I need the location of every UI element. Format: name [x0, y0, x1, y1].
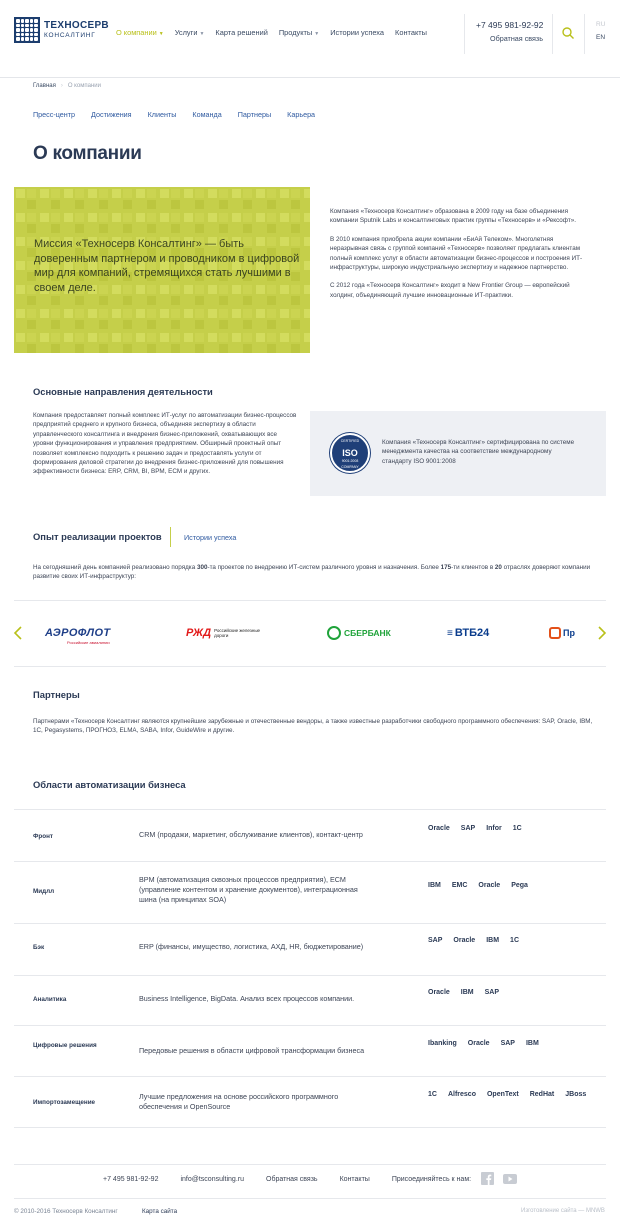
breadcrumb: [33, 83, 101, 89]
company-logo[interactable]: [14, 17, 109, 43]
chevron-right-icon[interactable]: [597, 625, 607, 641]
success-stories-link[interactable]: Истории успеха: [184, 533, 237, 542]
subnav-partners[interactable]: Партнеры: [237, 110, 272, 119]
breadcrumb-home[interactable]: Главная: [33, 83, 56, 89]
vtb-logo-icon: ≡: [447, 627, 453, 639]
area-description: CRM (продажи, маркетинг, обслуживание клиентов), контакт-центр: [139, 830, 363, 839]
nav-item-contacts[interactable]: Контакты: [395, 28, 427, 37]
nav-item-success-stories[interactable]: Истории успеха: [330, 28, 385, 37]
mission-text: Миссия «Техносерв Консалтинг» — быть доверенным партнером и проводником в цифровой мир для компаний, стремящихся стать лучшими в своем деле.: [34, 238, 300, 294]
vendor-list: Ibanking Oracle SAP IBM: [428, 1040, 539, 1047]
chevron-down-icon: ▼: [199, 31, 205, 37]
header-divider: [552, 14, 553, 54]
projects-count: 300: [196, 564, 208, 571]
area-name: Аналитика: [33, 996, 67, 1003]
facebook-icon[interactable]: [481, 1172, 494, 1185]
subnav-career[interactable]: Карьера: [287, 110, 316, 119]
sberbank-logo-icon: [327, 626, 341, 640]
breadcrumb-current: О компании: [67, 83, 101, 89]
iso-badge-icon: CERTIFIED ISO 9001:2008 COMPANY: [330, 433, 370, 473]
subnav-clients[interactable]: Клиенты: [147, 110, 177, 119]
table-row: [14, 923, 606, 975]
copyright: © 2010-2016 Техносерв Консалтинг: [14, 1208, 118, 1215]
divider: [14, 600, 606, 601]
client-logo-icon: [549, 627, 561, 639]
footer-callback[interactable]: Обратная связь: [266, 1176, 318, 1183]
vendor-list: IBM EMC Oracle Pega: [428, 882, 528, 889]
directions-text: Компания предоставляет полный комплекс ИТ-услуг по автоматизации бизнес-процессов предприятий среднего и крупного бизнеса, объединяя экспертизу в области управленческого консалтинга и внедрения бизнес-приложений, охватывающих все уровни функционирования и управления предприятием. Обширный проектный опыт позволяет комплексно подходить к решению задач и предоставлять услуги от формирования деловой стратегии до внедрения бизнес-приложений для повышения эффективности бизнеса: ERP, CRM, BI, BPM, ECM и других.: [33, 412, 297, 476]
area-name: Мидлл: [33, 888, 55, 895]
client-logo-vtb24[interactable]: ≡ ВТБ24: [447, 627, 490, 639]
area-description: Лучшие предложения на основе российского программного обеспечения и OpenSource: [139, 1092, 339, 1111]
chevron-down-icon: ▼: [158, 31, 164, 37]
directions-title: Основные направления деятельности: [33, 386, 213, 397]
areas-title: Области автоматизации бизнеса: [33, 779, 186, 790]
client-logo-sberbank[interactable]: СБЕРБАНК: [327, 620, 391, 646]
header-callback-link[interactable]: Обратная связь: [490, 34, 543, 43]
area-description: Business Intelligence, BigData. Анализ всех процессов компании.: [139, 994, 355, 1003]
logo-title: ТЕХНОСЕРВ: [44, 19, 109, 31]
area-name: Импортозамещение: [33, 1099, 96, 1106]
search-icon[interactable]: [561, 26, 575, 40]
logo-mark-icon: [14, 17, 40, 43]
projects-title: Опыт реализации проектов: [33, 531, 162, 542]
chevron-right-icon: ›: [60, 83, 63, 89]
footer-phone[interactable]: +7 495 981-92-92: [103, 1176, 159, 1183]
projects-text: На сегодняшний день компанией реализовано порядка 300-та проектов по внедрению ИТ-систем различного уровня и назначения. Более 175-ти клиентов в 20 отраслях доверяют компании развитие своих ИТ-инфраструктур:: [33, 564, 591, 581]
area-description: BPM (автоматизация сквозных процессов предприятия), ECM (управление контентом и хранение документов), интеграционная шина (на принципах SOA): [139, 875, 358, 904]
area-description: Передовые решения в области цифровой трансформации бизнеса: [139, 1046, 365, 1055]
vendor-list: Oracle SAP Infor 1C: [428, 825, 522, 832]
divider: [170, 527, 171, 547]
sub-nav: [33, 110, 331, 119]
lang-en[interactable]: EN: [596, 34, 606, 41]
partners-title: Партнеры: [33, 689, 80, 700]
area-name: Фронт: [33, 833, 53, 840]
divider: [14, 666, 606, 667]
table-row: [14, 1025, 606, 1076]
chevron-left-icon[interactable]: [13, 625, 23, 641]
lang-ru[interactable]: RU: [596, 21, 606, 28]
page-title: О компании: [33, 143, 142, 164]
partners-text: Партнерами «Техносерв Консалтинг являются крупнейшие зарубежные и отечественные вендоры, а также известные разработчики свободного программного обеспечения: SAP, Oracle, IBM, 1C, Pegasystems, ПРОГНОЗ, ELMA, SABA, Infor, GuideWire и другие.: [33, 718, 593, 735]
table-row: [14, 975, 606, 1025]
vendor-list: SAP Oracle IBM 1C: [428, 937, 519, 944]
divider: [14, 1164, 606, 1165]
iso-certificate-box: [310, 411, 606, 496]
clients-count: 175: [440, 564, 452, 571]
subnav-press[interactable]: Пресс-центр: [33, 110, 76, 119]
chevron-down-icon: ▼: [314, 31, 320, 37]
about-text: [330, 207, 590, 309]
footer-join-label: Присоединяйтесь к нам:: [391, 1176, 472, 1183]
footer-email[interactable]: info@tsconsulting.ru: [180, 1176, 244, 1183]
iso-text: Компания «Техносерв Консалтинг» сертифицирована по системе менеджмента качества на соответствие международному стандарту ISO 9001:2008: [382, 439, 575, 465]
area-name: Бэк: [33, 944, 45, 951]
logo-subtitle: КОНСАЛТИНГ: [44, 31, 96, 39]
area-name: Цифровые решения: [33, 1042, 97, 1049]
about-paragraph: Компания «Техносерв Консалтинг» образована в 2009 году на базе объединения компании Sputnik Labs и консалтинговых практик группы «Техносерв» и «Рексофт».: [330, 208, 576, 225]
subnav-team[interactable]: Команда: [192, 110, 222, 119]
made-by-link[interactable]: Изготовление сайта — MNWB: [521, 1208, 605, 1214]
about-paragraph: В 2010 компания приобрела акции компании «БиАй Телеком». Многолетняя неразрывная связь с группой компаний «Техносерв» позволяет предлагать клиентам полный комплекс услуг в области автоматизации бизнес-процессов и построения ИТ-инфраструктуры, широкую индустриальную экспертизу и надежное партнерство.: [330, 235, 583, 272]
vendor-list: 1C Alfresco OpenText RedHat JBoss: [428, 1091, 587, 1098]
about-paragraph: С 2012 года «Техносерв Консалтинг» входит в New Frontier Group — европейский холдинг, объединяющий лучшие инновационные ИТ-практики.: [330, 282, 570, 299]
client-logo-partial[interactable]: Пр: [549, 620, 593, 646]
main-nav: [116, 28, 438, 37]
mission-banner: [14, 187, 310, 353]
vendor-list: Oracle IBM SAP: [428, 989, 500, 996]
table-row: [14, 1076, 606, 1128]
subnav-achievements[interactable]: Достижения: [91, 110, 132, 119]
nav-item-products[interactable]: Продукты ▼: [278, 28, 320, 37]
youtube-icon[interactable]: [503, 1173, 517, 1185]
header-divider: [464, 14, 465, 54]
footer-contacts[interactable]: Контакты: [339, 1176, 370, 1183]
sitemap-link[interactable]: Карта сайта: [142, 1208, 178, 1215]
industries-count: 20: [494, 564, 502, 571]
table-row: [14, 861, 606, 923]
table-row: [14, 809, 606, 861]
nav-item-about[interactable]: О компании ▼: [116, 28, 164, 37]
nav-item-solutions-map[interactable]: Карта решений: [215, 28, 268, 37]
client-logo-aeroflot[interactable]: АЭРОФЛОТ Российские авиалинии: [45, 627, 111, 645]
footer-links: [103, 1176, 493, 1183]
divider: [14, 1198, 606, 1199]
header-phone[interactable]: +7 495 981-92-92: [476, 20, 544, 30]
client-logo-rzd[interactable]: РЖД Российские железные дороги: [186, 627, 261, 639]
area-description: ERP (финансы, имущество, логистика, АХД, HR, бюджетирование): [139, 942, 364, 951]
site-header: [0, 0, 620, 78]
nav-item-services[interactable]: Услуги ▼: [174, 28, 205, 37]
header-divider: [584, 14, 585, 54]
